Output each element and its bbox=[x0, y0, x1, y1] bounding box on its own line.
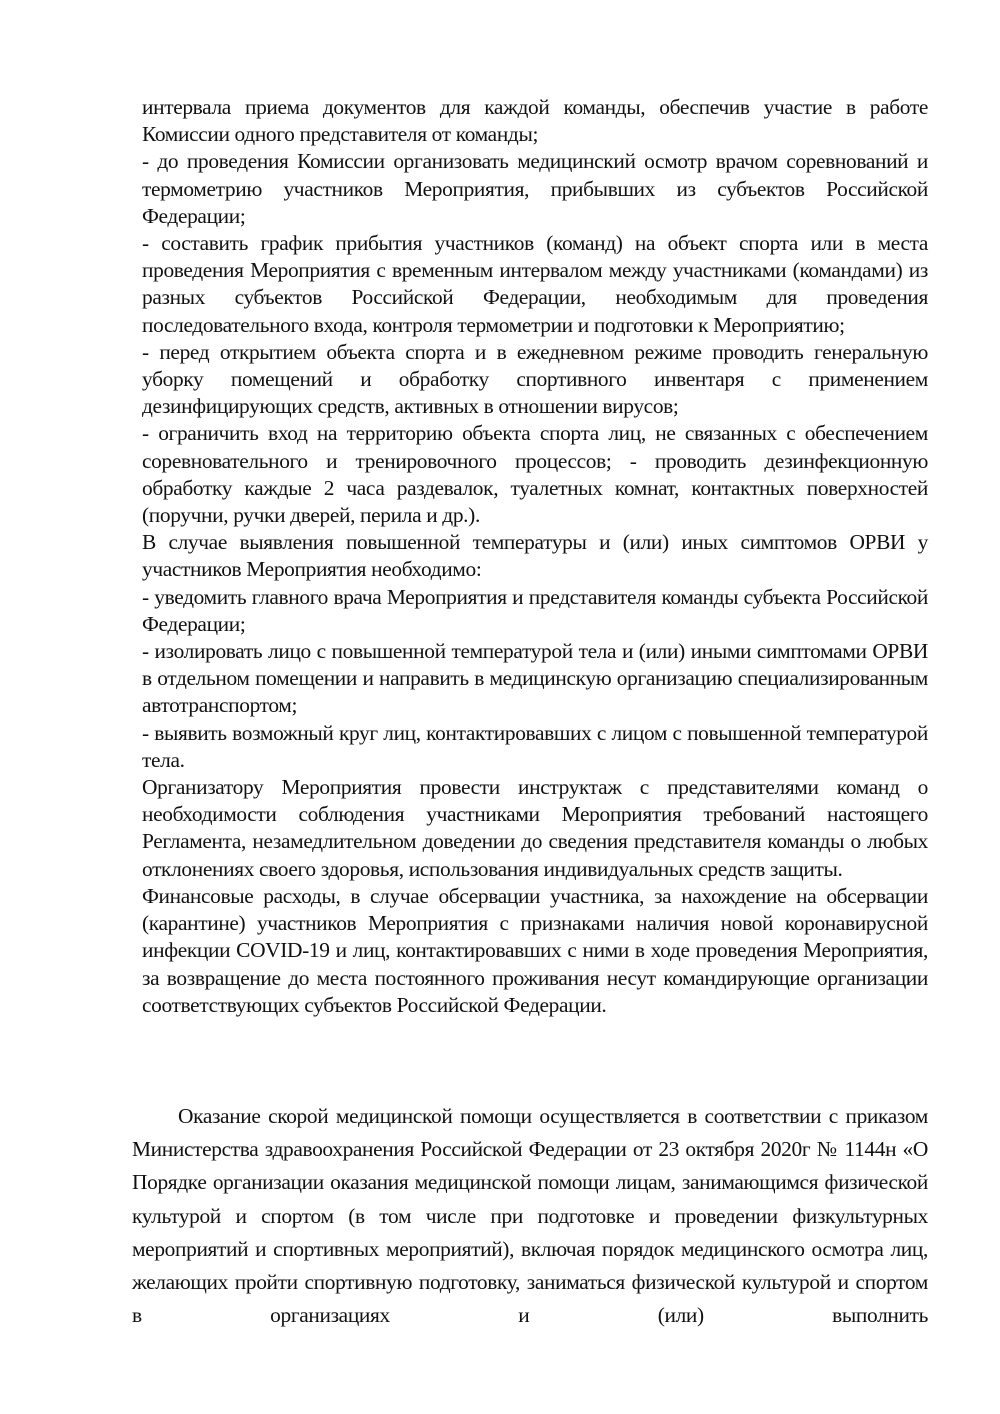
paragraph-isolate: - изолировать лицо с повышенной температурой тела и (или) иными симптомами ОРВИ в отдельном помещении и направить в медицинскую организацию специализированным автотранспортом; bbox=[142, 639, 928, 718]
paragraph-notify-doctor: - уведомить главного врача Мероприятия и представителя команды субъекта Российской Федерации; bbox=[142, 584, 928, 636]
paragraph-symptoms-case: В случае выявления повышенной температуры и (или) иных симптомов ОРВИ у участников Мероприятия необходимо: bbox=[142, 530, 928, 582]
paragraph-financial-expenses: Финансовые расходы, в случае обсервации участника, за нахождение на обсервации (карантине) участников Мероприятия с признаками наличия новой коронавирусной инфекции COVID-19 и лиц, контактировавших с ними в ходе проведения Мероприятия, за возвращение до места постоянного проживания несут командирующие организации соответствующих субъектов Российской Федерации. bbox=[142, 883, 928, 1017]
paragraph-contacts: - выявить возможный круг лиц, контактировавших с лицом с повышенной температурой тела. bbox=[142, 720, 928, 772]
emergency-care-block bbox=[132, 1100, 928, 1332]
paragraph-emergency-care: Оказание скорой медицинской помощи осуществляется в соответствии с приказом Министерства здравоохранения Российской Федерации от 23 октября 2020г № 1144н «О Порядке организации оказания медицинской помощи лицам, занимающимся физической культурой и спортом (в том числе при подготовке и проведении физкультурных мероприятий и спортивных мероприятий), включая порядок медицинского осмотра лиц, желающих пройти спортивную подготовку, заниматься физической культурой и спортом в организациях и (или) выполнить bbox=[132, 1104, 928, 1328]
paragraph-cleaning: - перед открытием объекта спорта и в ежедневном режиме проводить генеральную уборку помещений и обработку спортивного инвентаря с применением дезинфицирующих средств, активных в отношении вирусов; bbox=[142, 339, 928, 419]
paragraph-arrival-schedule: - составить график прибытия участников (команд) на объект спорта или в места проведения Мероприятия с временным интервалом между участниками (командами) из разных субъектов Российской Федерации, необходимым для проведения последовательного входа, контроля термометрии и подготовки к Мероприятию; bbox=[142, 231, 928, 337]
paragraph-medical-exam: - до проведения Комиссии организовать медицинский осмотр врачом соревнований и термометрию участников Мероприятия, прибывших из субъектов Российской Федерации; bbox=[142, 149, 928, 228]
paragraph-briefing: Организатору Мероприятия провести инструктаж с представителями команд о необходимости соблюдения участниками Мероприятия требований настоящего Регламента, незамедлительном доведении до сведения представителя команды о любых отклонениях своего здоровья, использования индивидуальных средств защиты. bbox=[142, 775, 928, 881]
paragraph-document-interval: интервала приема документов для каждой команды, обеспечив участие в работе Комиссии одного представителя от команды; bbox=[142, 95, 928, 147]
regulation-measures-block bbox=[142, 94, 928, 1019]
paragraph-restrict-entry: - ограничить вход на территорию объекта спорта лиц, не связанных с обеспечением соревновательного и тренировочного процессов; - проводить дезинфекционную обработку каждые 2 часа раздевалок, туалетных комнат, контактных поверхностей (поручни, ручки дверей, перила и др.). bbox=[142, 421, 928, 528]
